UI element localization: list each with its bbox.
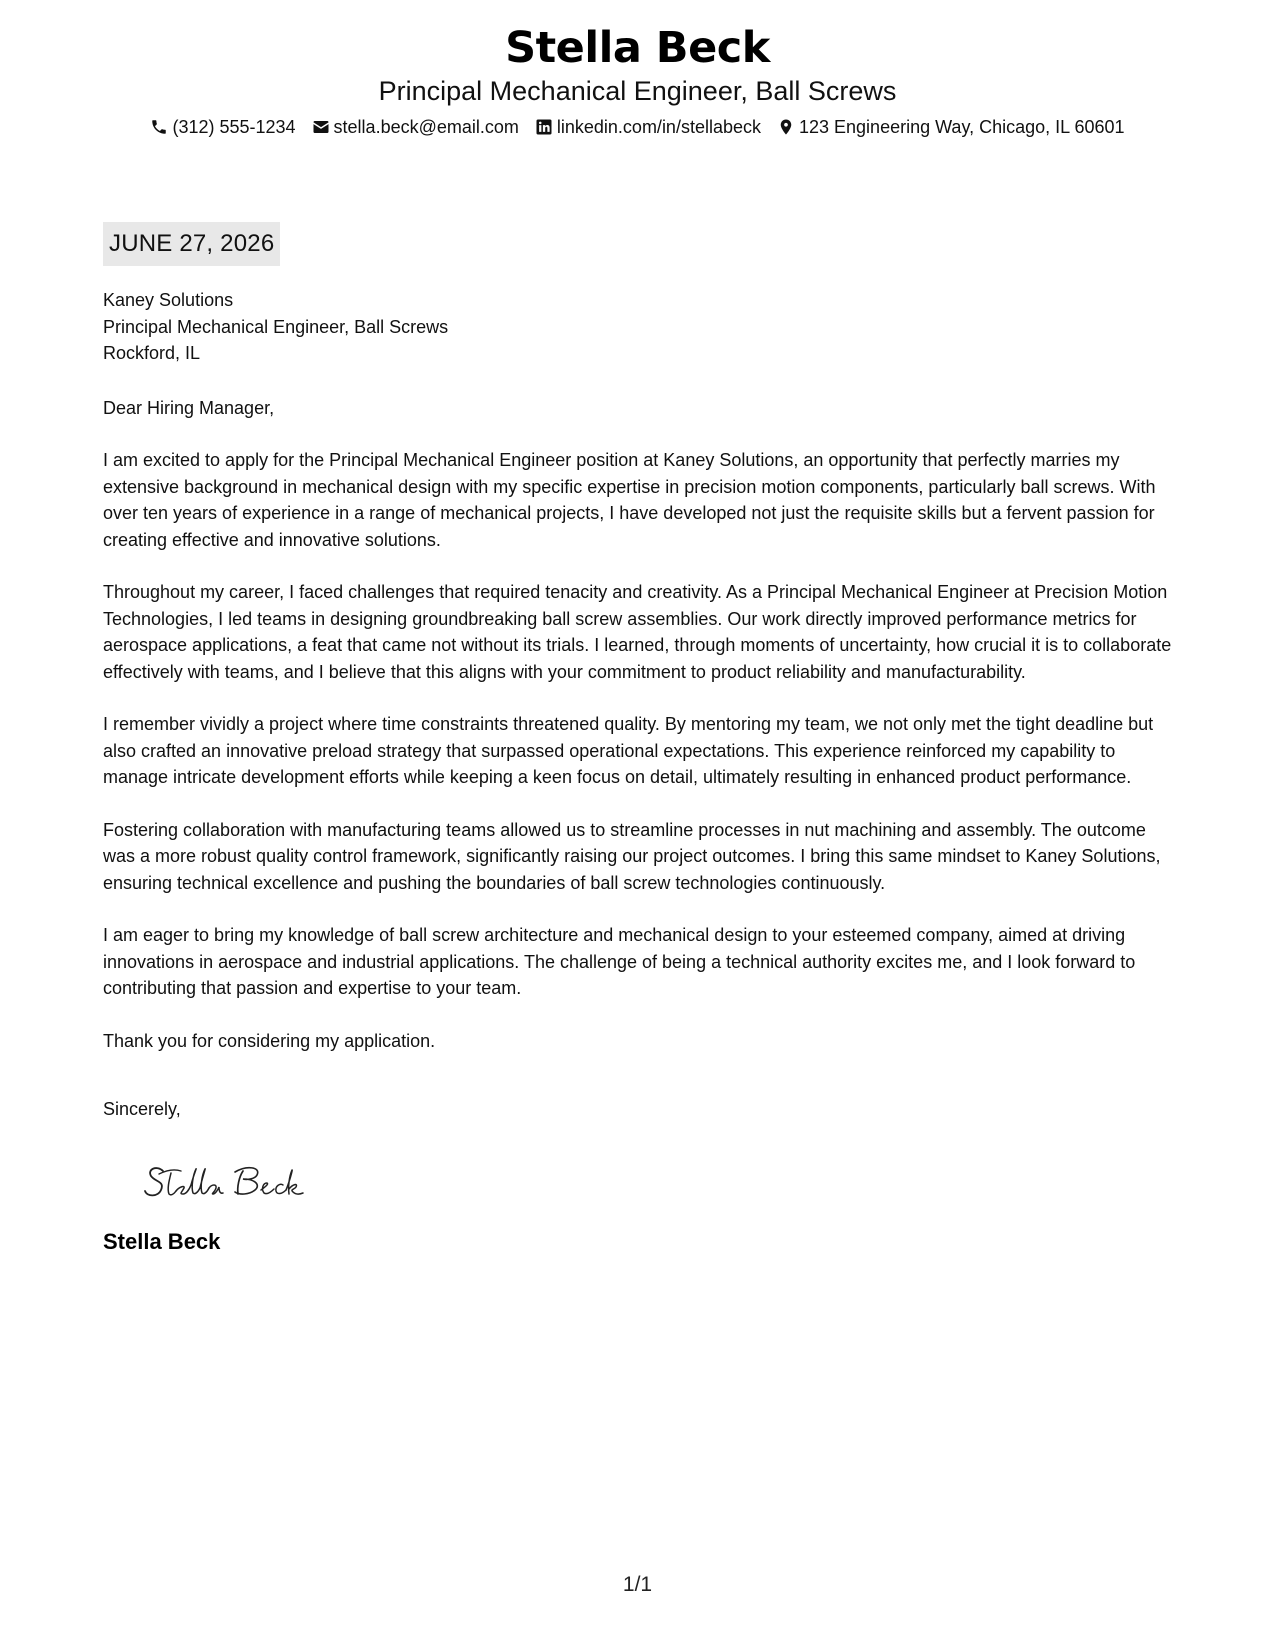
contact-address [777,114,1125,140]
letter-header [0,22,1275,140]
applicant-title: Principal Mechanical Engineer, Ball Screws [378,76,897,106]
recipient-block [103,287,1181,367]
page-number: 1/1 [622,1573,653,1596]
body-paragraph: I am excited to apply for the Principal Mechanical Engineer position at Kaney Solutions, an opportunity that perfectly marries my extensive background in mechanical design with my specific expertise in precision motion components, particularly ball screws. With over ten years of experience in a range of mechanical projects, I have developed not just the requisite skills but a fervent passion for creating effective and innovative solutions. [103,450,1156,550]
map-pin-icon [777,118,795,136]
email-text: stella.beck@email.com [333,117,519,137]
body-paragraph: Throughout my career, I faced challenges that required tenacity and creativity. As a Principal Mechanical Engineer at Precision Motion Technologies, I led teams in designing groundbreaking ball screw assemblies. Our work directly improved performance metrics for aerospace applications, a feat that came not without its trials. I learned, through moments of uncertainty, how crucial it is to collaborate effectively with teams, and I believe that this aligns with your commitment to product reliability and manufacturability. [103,582,1172,682]
phone-icon [150,118,168,136]
salutation: Dear Hiring Manager, [103,397,275,418]
handwritten-signature [143,1157,333,1203]
envelope-icon [312,118,330,136]
contact-bar [0,114,1275,140]
address-text: 123 Engineering Way, Chicago, IL 60601 [799,117,1125,137]
applicant-name: Stella Beck [505,23,770,73]
linkedin-text: linkedin.com/in/stellabeck [556,117,761,137]
closing-thanks: Thank you for considering my application. [103,1030,436,1051]
contact-linkedin[interactable] [535,114,761,140]
recipient-position: Principal Mechanical Engineer, Ball Screws [103,316,449,337]
signoff: Sincerely, [103,1099,181,1119]
recipient-location: Rockford, IL [103,343,201,363]
body-paragraph: Fostering collaboration with manufacturing teams allowed us to streamline processes in nut machining and assembly. The outcome was a more robust quality control framework, significantly raising our project outcomes. I bring this same mindset to Kaney Solutions, ensuring technical excellence and pushing the boundaries of ball screw technologies continuously. [103,819,1161,893]
signer-name: Stella Beck [103,1229,221,1254]
recipient-company: Kaney Solutions [103,290,234,310]
phone-text: (312) 555-1234 [172,117,296,137]
letter-body [103,287,1181,1256]
body-paragraph: I am eager to bring my knowledge of ball screw architecture and mechanical design to your esteemed company, aimed at driving innovations in aerospace and industrial applications. The challenge of being a technical authority excites me, and I look forward to contributing that passion and expertise to your team. [103,925,1136,998]
contact-email[interactable] [312,114,519,140]
contact-phone [150,114,295,140]
letter-date: JUNE 27, 2026 [103,222,280,266]
linkedin-icon [535,118,553,136]
body-paragraph: I remember vividly a project where time constraints threatened quality. By mentoring my team, we not only met the tight deadline but also crafted an innovative preload strategy that surpassed operational expectations. This experience reinforced my capability to manage intricate development efforts while keeping a keen focus on detail, ultimately resulting in enhanced product performance. [103,714,1154,787]
